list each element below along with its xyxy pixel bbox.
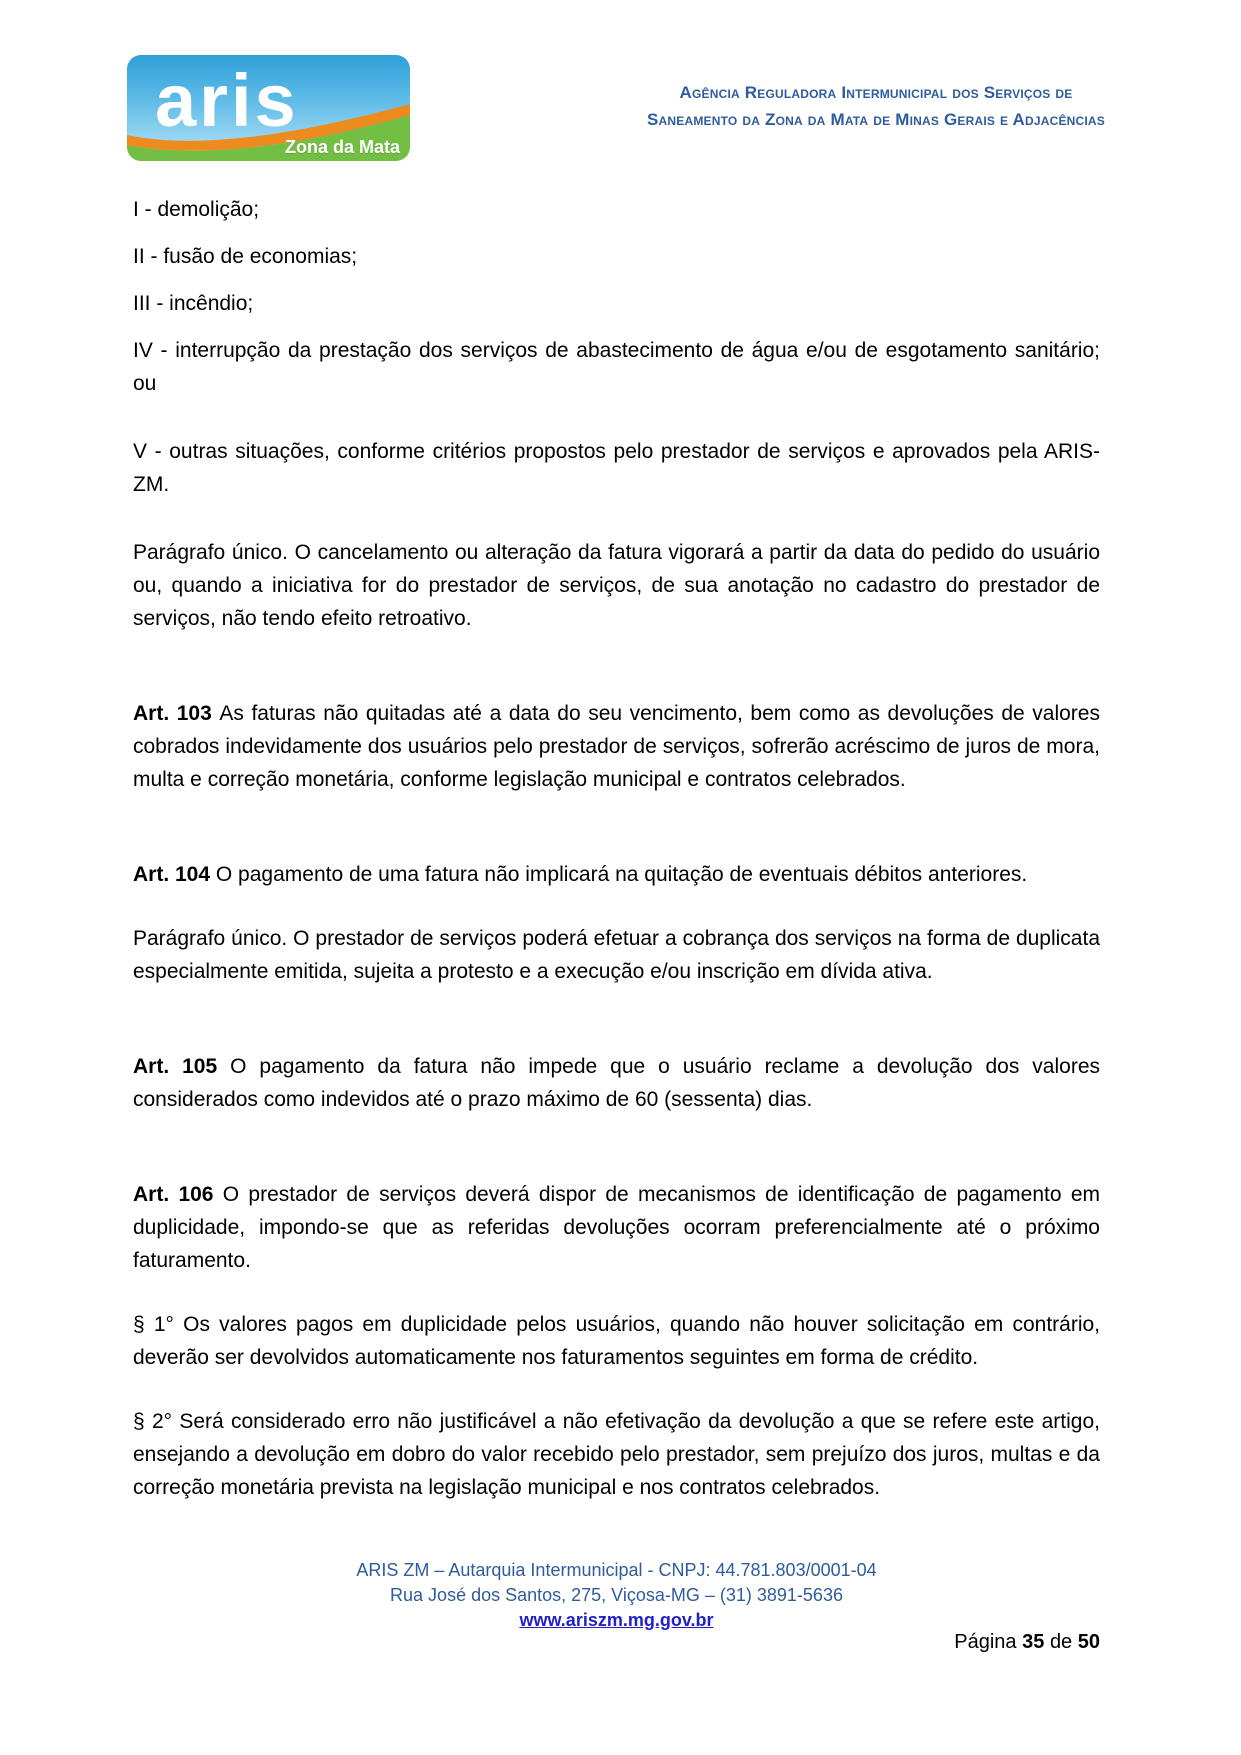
page-number [954,1631,1100,1654]
aris-logo [127,55,410,161]
article-105: Art. 105 O pagamento da fatura não impede que o usuário reclame a devolução dos valores considerados como indevidos até o prazo máximo de 60 (sessenta) dias. [133,1055,1100,1111]
article-104-number: Art. 104 [133,863,211,886]
page-footer [133,1558,1100,1633]
footer-website-link[interactable]: www.ariszm.mg.gov.br [519,1610,714,1630]
document-body [133,193,1100,1504]
article-103: Art. 103 As faturas não quitadas até a data do seu vencimento, bem como as devoluções de valores cobrados indevidamente dos usuários pelo prestador de serviços, sofrerão acréscimo de juros de mora, multa e correção monetária, conforme legislação municipal e contratos celebrados. [133,702,1100,791]
article-106-number: Art. 106 [133,1183,214,1206]
clause-3: III - incêndio; [133,292,254,315]
article-105-number: Art. 105 [133,1055,218,1078]
clause-4: IV - interrupção da prestação dos serviços de abastecimento de água e/ou de esgotamento sanitário; ou [133,339,1100,395]
logo-brand-text: aris [155,59,299,142]
article-104: Art. 104 O pagamento de uma fatura não implicará na quitação de eventuais débitos anteriores. [133,863,1028,886]
agency-title [631,55,1121,133]
page-header [127,55,1121,161]
clause-2: II - fusão de economias; [133,245,358,268]
paragrafo-unico-art102: Parágrafo único. O cancelamento ou alteração da fatura vigorará a partir da data do pedido do usuário ou, quando a iniciativa for do prestador de serviços, de sua anotação no cadastro do prestador de serviços, não tendo efeito retroativo. [133,541,1100,630]
clause-1: I - demolição; [133,198,260,221]
article-106: Art. 106 O prestador de serviços deverá dispor de mecanismos de identificação de pagamento em duplicidade, impondo-se que as referidas devoluções ocorram preferencialmente até o próximo faturamento. [133,1183,1100,1272]
paragraph-1: § 1° Os valores pagos em duplicidade pelos usuários, quando não houver solicitação em contrário, deverão ser devolvidos automaticamente nos faturamentos seguintes em forma de crédito. [133,1313,1100,1369]
paragrafo-unico-art104: Parágrafo único. O prestador de serviços poderá efetuar a cobrança dos serviços na forma de duplicata especialmente emitida, sujeita a protesto e a execução e/ou inscrição em dívida ativa. [133,927,1100,983]
page-number-current: 35 [1022,1631,1045,1653]
paragraph-2: § 2° Será considerado erro não justificável a não efetivação da devolução a que se refere este artigo, ensejando a devolução em dobro do valor recebido pelo prestador, sem prejuízo dos juros, multas e da correção monetária prevista na legislação municipal e nos contratos celebrados. [133,1410,1100,1499]
agency-title-line2: Saneamento da Zona da Mata de Minas Gerais e Adjacências [647,110,1105,129]
article-103-number: Art. 103 [133,702,212,725]
page-number-separator: de [1049,1631,1073,1653]
page-number-label: Página [954,1631,1017,1653]
page-number-total: 50 [1077,1631,1100,1653]
footer-org-line: ARIS ZM – Autarquia Intermunicipal - CNPJ: 44.781.803/0001-04 [356,1560,877,1580]
footer-address-line: Rua José dos Santos, 275, Viçosa-MG – (31) 3891-5636 [390,1585,843,1605]
clause-5: V - outras situações, conforme critérios propostos pelo prestador de serviços e aprovados pela ARIS-ZM. [133,440,1100,496]
agency-title-line1: Agência Reguladora Intermunicipal dos Serviços de [679,83,1073,102]
logo-tagline: Zona da Mata [284,137,400,157]
